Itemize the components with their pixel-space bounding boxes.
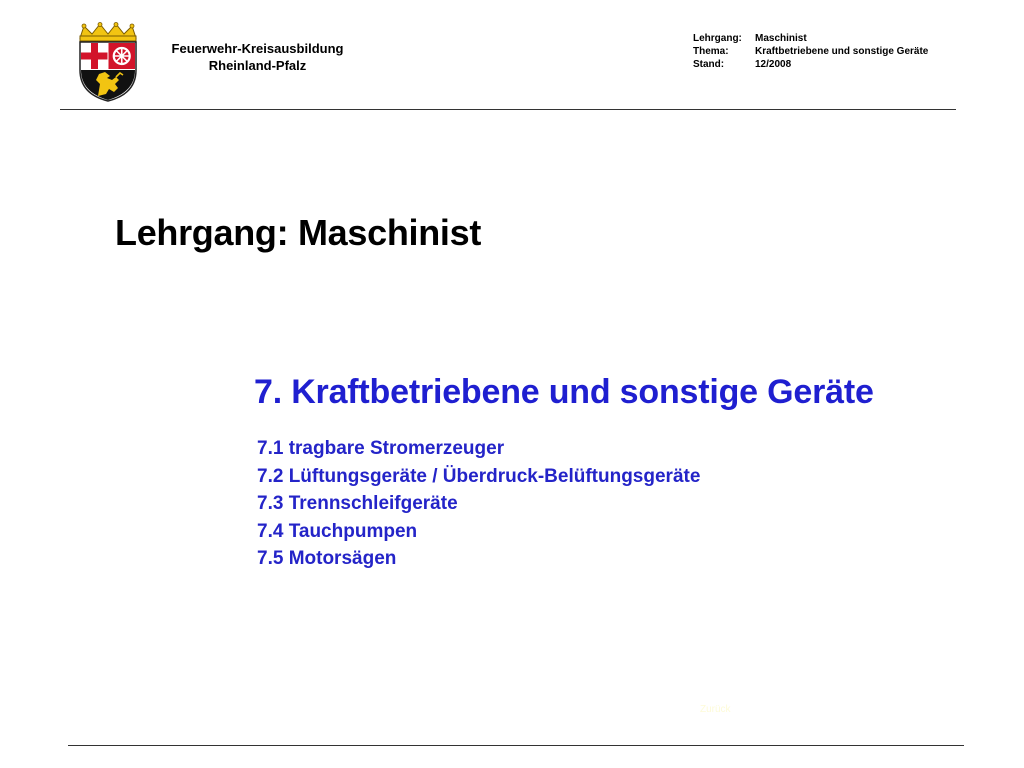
organization-name	[150, 40, 365, 74]
header-divider	[60, 109, 956, 110]
meta-value: 12/2008	[755, 59, 792, 70]
meta-row-course	[693, 32, 928, 45]
subsection-item: 7.5 Motorsägen	[257, 548, 397, 569]
subsection-item: 7.4 Tauchpumpen	[257, 520, 418, 542]
course-title: Lehrgang: Maschinist	[115, 212, 482, 253]
meta-key: Stand:	[693, 59, 725, 70]
subsection-item: 7.2 Lüftungsgeräte / Überdruck-Belüftungsgeräte	[257, 465, 701, 487]
back-link[interactable]: Zurück	[700, 704, 731, 715]
meta-value: Kraftbetriebene und sonstige Geräte	[755, 46, 929, 57]
subsection-item: 7.1 tragbare Stromerzeuger	[257, 438, 505, 459]
chapter-title: 7. Kraftbetriebene und sonstige Geräte	[254, 373, 874, 411]
lion-icon	[81, 70, 135, 100]
meta-key: Lehrgang:	[693, 33, 742, 44]
organization-line-1: Feuerwehr-Kreisausbildung	[171, 41, 344, 56]
organization-line-2: Rheinland-Pfalz	[208, 58, 307, 73]
mainz-wheel-icon	[109, 43, 136, 69]
footer-divider	[68, 745, 964, 746]
subsection-list	[257, 435, 700, 573]
slide-meta	[693, 32, 928, 71]
meta-value: Maschinist	[755, 33, 807, 44]
meta-key: Thema:	[693, 46, 729, 57]
subsection-item: 7.3 Trennschleifgeräte	[257, 493, 458, 514]
trier-cross-icon	[81, 43, 108, 69]
coat-of-arms-icon	[74, 22, 142, 102]
meta-row-topic	[693, 45, 928, 58]
meta-row-date	[693, 58, 928, 71]
crown-icon	[80, 23, 136, 42]
